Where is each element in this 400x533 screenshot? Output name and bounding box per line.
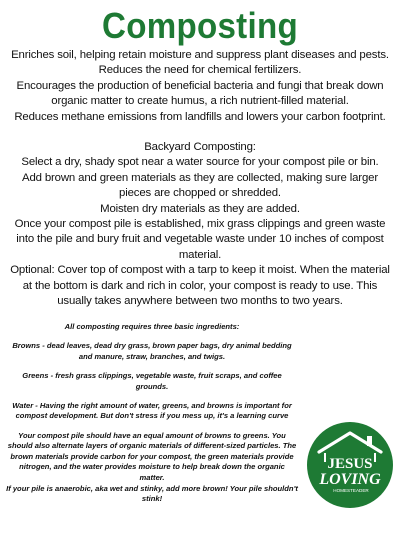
benefit-item: Reduces the need for chemical fertilizers. (98, 64, 302, 77)
step-item: Moisten dry materials as they are added. (100, 202, 300, 215)
section-heading: Backyard Composting: (144, 141, 256, 154)
browns-paragraph: Browns - dead leaves, dead dry grass, brown paper bags, dry animal bedding and manure, straw, branches, and twigs. (12, 341, 292, 361)
ingredients-section (6, 322, 298, 505)
benefits-list (0, 48, 400, 125)
page-title: Composting (102, 5, 298, 46)
balance-paragraph: Your compost pile should have an equal amount of browns to greens. You should also alternate layers of organic materials of different-sized particles. The brown materials provide carbon for your compost, the green materials provide nitrogen, and the water provides moisture to help break down the organic matter. (7, 430, 297, 482)
benefit-item: Encourages the production of beneficial bacteria and fungi that break down organic matter to create humus, a rich nutrient-filled material. (16, 79, 384, 108)
step-item: Select a dry, shady spot near a water source for your compost pile or bin. (21, 156, 379, 169)
anaerobic-paragraph: If your pile is anaerobic, aka wet and stinky, add more brown! Your pile shouldn't stink! (6, 483, 298, 504)
logo-line-3: HOMESTEADER (333, 488, 369, 493)
benefit-item: Reduces methane emissions from landfills and lowers your carbon footprint. (14, 110, 386, 123)
step-item: Optional: Cover top of compost with a tarp to keep it moist. When the material at the bottom is dark and rich in color, your compost is ready to use. This usually takes anywhere between two months to two years. (10, 264, 390, 308)
step-item: Once your compost pile is established, mix grass clippings and green waste into the pile and bury fruit and vegetable waste under 10 inches of compost material. (14, 218, 386, 261)
ingredients-intro: All composting requires three basic ingredients: (64, 322, 240, 331)
backyard-composting-section (0, 140, 400, 309)
logo-line-1: JESUS (327, 456, 373, 472)
brand-logo (307, 422, 393, 508)
logo-line-2: LOVING (319, 471, 381, 488)
step-item: Add brown and green materials as they are collected, making sure larger pieces are chopped or shredded. (22, 171, 378, 200)
house-roof-icon (307, 422, 393, 508)
greens-paragraph: Greens - fresh grass clippings, vegetable waste, fruit scraps, and coffee grounds. (22, 370, 282, 391)
water-paragraph: Water - Having the right amount of water, greens, and browns is important for compost development. But don't stress if you mess up, it's a learning curve (12, 400, 292, 421)
benefit-item: Enriches soil, helping retain moisture and suppress plant diseases and pests. (11, 49, 389, 61)
